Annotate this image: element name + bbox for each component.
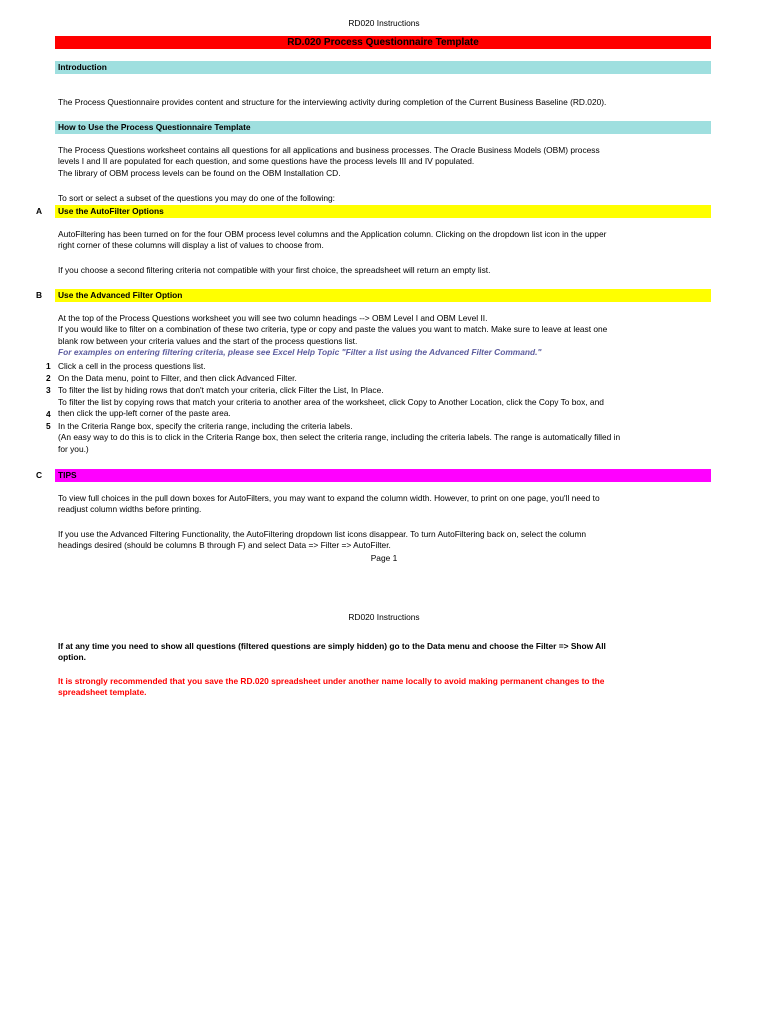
show-all-line: If at any time you need to show all questions (filtered questions are simply hidden) go to the Data menu and choose the Filter => Show All xyxy=(58,641,606,651)
section-b-paragraph xyxy=(58,313,708,359)
step-line: for you.) xyxy=(58,443,89,454)
howto-paragraph xyxy=(58,145,708,179)
step-line: To filter the list by copying rows that match your criteria to another area of the worksheet, click Copy to Another Location, click the Copy To box, and xyxy=(58,397,604,407)
sort-intro-paragraph xyxy=(58,193,708,204)
step-number: 2 xyxy=(46,373,51,383)
intro-paragraph xyxy=(58,97,708,108)
section-b-line: At the top of the Process Questions worksheet you will see two column headings --> OBM Level I and OBM Level II. xyxy=(58,313,488,323)
section-a-line: If you choose a second filtering criteria not compatible with your first choice, the spreadsheet will return an empty list. xyxy=(58,265,491,275)
intro-heading-bar xyxy=(55,61,711,74)
section-c-marker: C xyxy=(36,470,43,480)
section-a-heading: Use the AutoFilter Options xyxy=(58,206,164,216)
step-number: 3 xyxy=(46,385,51,395)
section-c-heading-bar xyxy=(55,469,711,482)
section-c-paragraph-1 xyxy=(58,493,708,516)
page2-header: RD020 Instructions xyxy=(348,612,420,622)
section-c-heading: TIPS xyxy=(58,470,77,480)
section-a-line: AutoFiltering has been turned on for the four OBM process level columns and the Application column. Clicking on the dropdown list icon in the upper xyxy=(58,229,607,239)
section-c-line: headings desired (should be columns B through F) and select Data => Filter => AutoFilter. xyxy=(58,540,391,551)
show-all-line: option. xyxy=(58,652,86,663)
section-c-line: To view full choices in the pull down boxes for AutoFilters, you may want to expand the column width. However, to print on one page, you'll need to xyxy=(58,493,600,503)
step-line: To filter the list by hiding rows that don't match your criteria, click Filter the List, In Place. xyxy=(58,385,384,395)
warning-line: It is strongly recommended that you save the RD.020 spreadsheet under another name locally to avoid making permanent changes to the xyxy=(58,676,605,686)
step-line: In the Criteria Range box, specify the criteria range, including the criteria labels. xyxy=(58,421,353,431)
sort-intro: To sort or select a subset of the questions you may do one of the following: xyxy=(58,193,335,203)
section-c-line: If you use the Advanced Filtering Functionality, the AutoFiltering dropdown list icons disappear. To turn AutoFiltering back on, select the column xyxy=(58,529,587,539)
section-b-line: If you would like to filter on a combination of these two criteria, type or copy and paste the values you want to match. Make sure to leave at least one xyxy=(58,324,608,335)
section-a-paragraph-2 xyxy=(58,265,708,276)
section-a-marker: A xyxy=(36,206,43,216)
step-4 xyxy=(58,397,708,420)
howto-heading: How to Use the Process Questionnaire Template xyxy=(58,122,251,132)
section-b-marker: B xyxy=(36,290,43,300)
section-a-line: right corner of these columns will display a list of values to choose from. xyxy=(58,240,324,251)
step-line: then click the upp-left corner of the paste area. xyxy=(58,408,231,419)
howto-line: The library of OBM process levels can be found on the OBM Installation CD. xyxy=(58,167,341,178)
intro-heading: Introduction xyxy=(58,62,107,72)
step-1 xyxy=(58,361,708,372)
warning-line: spreadsheet template. xyxy=(58,687,147,698)
step-line: On the Data menu, point to Filter, and then click Advanced Filter. xyxy=(58,373,297,383)
page-number: Page 1 xyxy=(370,553,398,563)
step-3 xyxy=(58,385,708,396)
section-b-heading-bar xyxy=(55,289,711,302)
step-number: 4 xyxy=(46,409,51,419)
step-number: 1 xyxy=(46,361,51,371)
section-a-heading-bar xyxy=(55,205,711,218)
step-2 xyxy=(58,373,708,384)
show-all-note xyxy=(58,641,708,664)
intro-text: The Process Questionnaire provides content and structure for the interviewing activity during completion of the Current Business Baseline (RD.020). xyxy=(58,97,607,107)
step-5 xyxy=(58,421,708,455)
step-line: Click a cell in the process questions list. xyxy=(58,361,206,371)
howto-heading-bar xyxy=(55,121,711,134)
page1-header: RD020 Instructions xyxy=(348,18,420,28)
warning-note xyxy=(58,676,708,699)
title-bar xyxy=(55,36,711,49)
section-c-line: readjust column widths before printing. xyxy=(58,504,202,515)
excel-help-note: For examples on entering filtering criteria, please see Excel Help Topic "Filter a list using the Advanced Filter Command." xyxy=(58,347,542,358)
section-b-line: blank row between your criteria values and the start of the process questions list. xyxy=(58,335,358,346)
page-title: RD.020 Process Questionnaire Template xyxy=(287,37,479,48)
section-c-paragraph-2 xyxy=(58,529,708,552)
section-b-heading: Use the Advanced Filter Option xyxy=(58,290,183,300)
howto-line: levels I and II are populated for each question, and some questions have the process levels III and IV populated. xyxy=(58,156,475,167)
howto-line: The Process Questions worksheet contains all questions for all applications and business processes. The Oracle Business Models (OBM) process xyxy=(58,145,600,155)
section-a-paragraph-1 xyxy=(58,229,708,252)
step-line: (An easy way to do this is to click in the Criteria Range box, then select the criteria range, including the criteria labels. The range is automatically filled in xyxy=(58,432,621,443)
step-number: 5 xyxy=(46,421,51,431)
